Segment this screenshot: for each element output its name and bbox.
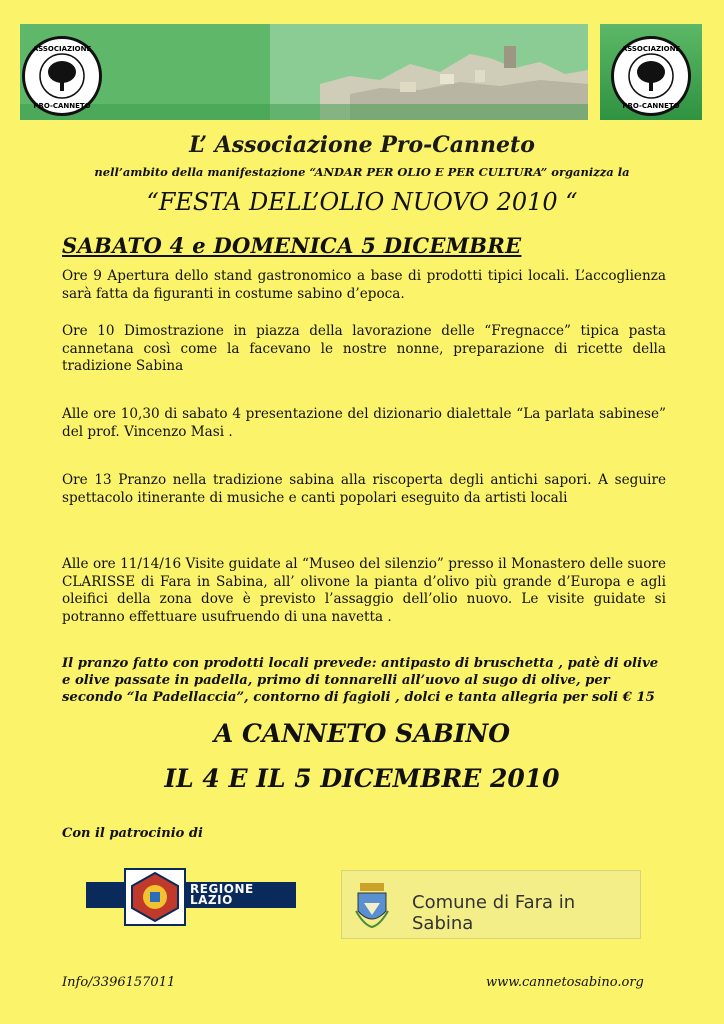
- tree-icon: [614, 39, 688, 113]
- svg-text:ASSOCIAZIONE: ASSOCIAZIONE: [32, 45, 92, 53]
- header-banner: [20, 24, 588, 120]
- svg-text:ASSOCIAZIONE: ASSOCIAZIONE: [621, 45, 681, 53]
- location-line: A CANNETO SABINO: [213, 719, 511, 748]
- fara-label: Comune di Fara in Sabina: [412, 892, 576, 934]
- fara-in-sabina-logo: [341, 870, 641, 939]
- page-title: L’ Associazione Pro-Canneto: [189, 132, 535, 158]
- lazio-label: REGIONE LAZIO: [190, 882, 254, 907]
- tree-icon: [25, 39, 99, 113]
- regione-lazio-logo: [86, 868, 296, 922]
- page-subtitle: nell’ambito della manifestazione “ANDAR PER OLIO E PER CULTURA” organizza la: [94, 165, 630, 179]
- pro-canneto-logo-left: [22, 36, 102, 116]
- date-heading: SABATO 4 e DOMENICA 5 DICEMBRE: [62, 233, 522, 258]
- event-name: “FESTA DELL’OLIO NUOVO 2010 “: [146, 188, 578, 216]
- lazio-emblem-icon: [124, 868, 186, 926]
- coat-of-arms-icon: [354, 881, 390, 929]
- program-paragraph: Ore 10 Dimostrazione in piazza della lavorazione delle “Fregnacce” tipica pasta cannetana così come la facevano le nostre nonne, preparazione di ricette della tradizione Sabina: [62, 323, 666, 374]
- program-paragraph: Ore 13 Pranzo nella tradizione sabina alla riscoperta degli antichi sapori. A seguire spettacolo itinerante di musiche e canti popolari eseguito da artisti locali: [62, 472, 666, 506]
- info-phone: Info/3396157011: [62, 975, 176, 990]
- svg-text:PRO-CANNETO: PRO-CANNETO: [622, 102, 680, 110]
- village-landscape-image: [20, 24, 588, 120]
- program-paragraph: Alle ore 11/14/16 Visite guidate al “Museo del silenzio” presso il Monastero delle suore CLARISSE di Fara in Sabina, all’ olivone la pianta d’olivo più grande d’Europa e agli oleifici della zona dove è previsto l’assaggio dell’olio nuovo. Le visite guidate si potranno effettuare usufruendo di una navetta .: [62, 556, 666, 625]
- pro-canneto-logo-right: [611, 36, 691, 116]
- dates-line: IL 4 E IL 5 DICEMBRE 2010: [164, 764, 560, 793]
- svg-text:PRO-CANNETO: PRO-CANNETO: [33, 102, 91, 110]
- program-paragraph: Ore 9 Apertura dello stand gastronomico a base di prodotti tipici locali. L’accoglienza sarà fatta da figuranti in costume sabino d’epoca.: [62, 268, 666, 302]
- program-paragraph: Alle ore 10,30 di sabato 4 presentazione del dizionario dialettale “La parlata sabinese” del prof. Vincenzo Masi .: [62, 406, 666, 440]
- website-link[interactable]: www.cannetosabino.org: [486, 975, 644, 990]
- patronage-label: Con il patrocinio di: [62, 826, 203, 841]
- menu-description: Il pranzo fatto con prodotti locali prevede: antipasto di bruschetta , patè di olive e olive passate in padella, primo di tonnarelli all’uovo al sugo di olive, per secondo “la Padellaccia”, contorno di fagioli , dolci e tanta allegria per soli € 15: [62, 656, 659, 705]
